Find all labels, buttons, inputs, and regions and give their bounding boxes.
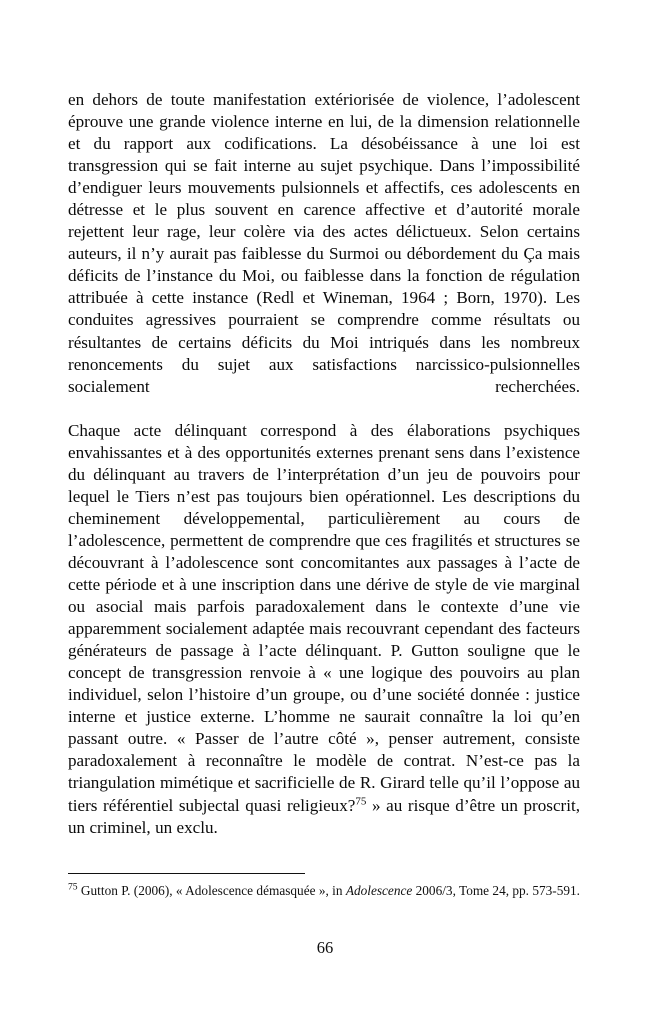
footnote-journal-title: Adolescence bbox=[345, 883, 413, 898]
body-paragraph-1: en dehors de toute manifestation extériorisée de violence, l’adolescent éprouve une grande violence interne en lui, de la dimension relationnelle et du rapport aux codifications. La désobéissance à une loi est transgression qui se fait interne au sujet psychique. Dans l’impossibilité d’endiguer leurs mouvements pulsionnels et affectifs, ces adolescents en détresse et le plus souvent en carence affective et d’autorité morale rejettent leur rage, leur colère via des actes délictueux. Selon certains auteurs, il n’y aurait pas faiblesse du Surmoi ou débordement du Ça mais déficits de l’instance du Moi, ou faiblesse dans la fonction de régulation attribuée à cette instance (Redl et Wineman, 1964 ; Born, 1970). Les conduites agressives pourraient se comprendre comme résultats ou résultantes de certains déficits du Moi intriqués dans les nombreux renoncements du sujet aux satisfactions narcissico-pulsionnelles socialement recherchées. bbox=[68, 90, 580, 396]
body-paragraph-2-tail: » au risque d’être un proscrit, un criminel, un exclu. bbox=[68, 795, 580, 837]
footnote-separator-rule bbox=[68, 873, 305, 874]
body-paragraph-2 bbox=[68, 420, 580, 839]
body-text-block bbox=[68, 89, 580, 839]
page-number: 66 bbox=[316, 938, 334, 957]
footnote-text-after-title: 2006/3, Tome 24, pp. 573-591. bbox=[412, 883, 580, 898]
body-paragraph-2-text: Chaque acte délinquant correspond à des élaborations psychiques envahissantes et à des opportunités externes prenant sens dans l’existence du délinquant au travers de l’interprétation d’un jeu de pouvoirs pour lequel le Tiers n’est pas toujours bien opérationnel. Les descriptions du cheminement développemental, particulièrement au cours de l’adolescence, permettent de comprendre que ces fragilités et structures se découvrant à l’adolescence sont concomitantes aux passages à l’acte de cette période et à une inscription dans une dérive de style de vie marginal ou asocial mais parfois paradoxalement dans le contexte d’une vie apparemment socialement adaptée mais recouvrant cependant des facteurs générateurs de passage à l’acte délinquant. P. Gutton souligne que le concept de transgression renvoie à « une logique des pouvoirs au plan individuel, selon l’histoire d’un groupe, ou d’une société donnée : justice interne et justice externe. L’homme ne saurait connaître la loi qu’en passant outre. « Passer de l’autre côté », penser autrement, consiste paradoxalement à reconnaître le modèle de contrat. N’est-ce pas la triangulation mimétique et sacrificielle de R. Girard telle qu’il l’oppose au tiers référentiel subjectal quasi religieux? bbox=[68, 420, 580, 815]
footnote-area bbox=[68, 873, 580, 917]
footnote-text-before-title: Gutton P. (2006), « Adolescence démasquée », in bbox=[77, 883, 346, 898]
footnote-marker: 75 bbox=[68, 881, 78, 893]
footnote-reference-marker[interactable]: 75 bbox=[355, 794, 367, 807]
footnote-entry bbox=[68, 882, 580, 917]
